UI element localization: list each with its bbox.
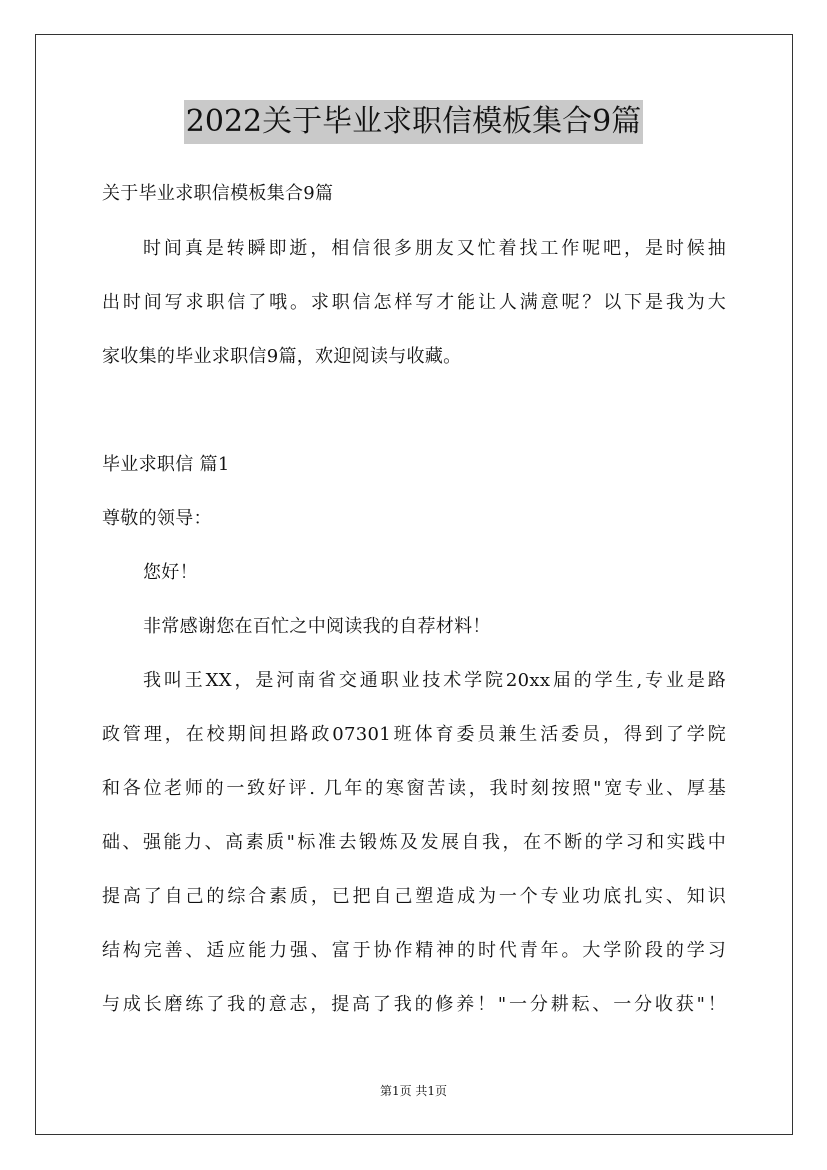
thanks-paragraph: 非常感谢您在百忙之中阅读我的自荐材料！ xyxy=(143,616,491,637)
document-title xyxy=(0,100,827,144)
intro-line-1: 时间真是转瞬即逝，相信很多朋友又忙着找工作呢吧，是时候抽 xyxy=(143,238,726,259)
body-line-2: 政管理，在校期间担路政07301班体育委员兼生活委员，得到了学院 xyxy=(102,724,726,745)
body-line-3: 和各位老师的一致好评. 几年的寒窗苦读，我时刻按照"宽专业、厚基 xyxy=(102,778,726,799)
body-line-1: 我叫王XX，是河南省交通职业技术学院20xx届的学生,专业是路 xyxy=(143,670,726,691)
body-line-4: 础、强能力、高素质"标准去锻炼及发展自我，在不断的学习和实践中 xyxy=(102,832,726,853)
section-heading: 毕业求职信 篇1 xyxy=(102,454,230,475)
greeting: 您好！ xyxy=(143,562,198,583)
salutation: 尊敬的领导： xyxy=(102,508,212,529)
body-line-5: 提高了自己的综合素质，已把自己塑造成为一个专业功底扎实、知识 xyxy=(102,886,726,907)
body-line-6: 结构完善、适应能力强、富于协作精神的时代青年。大学阶段的学习 xyxy=(102,940,726,961)
intro-line-3: 家收集的毕业求职信9篇，欢迎阅读与收藏。 xyxy=(102,346,462,367)
intro-line-2: 出时间写求职信了哦。求职信怎样写才能让人满意呢？以下是我为大 xyxy=(102,292,726,313)
body-line-7: 与成长磨练了我的意志，提高了我的修养！"一分耕耘、一分收获"！ xyxy=(102,994,726,1015)
page-footer: 第1页 共1页 xyxy=(379,1084,448,1098)
document-subtitle: 关于毕业求职信模板集合9篇 xyxy=(102,183,334,204)
document-title-text: 2022关于毕业求职信模板集合9篇 xyxy=(184,100,643,144)
